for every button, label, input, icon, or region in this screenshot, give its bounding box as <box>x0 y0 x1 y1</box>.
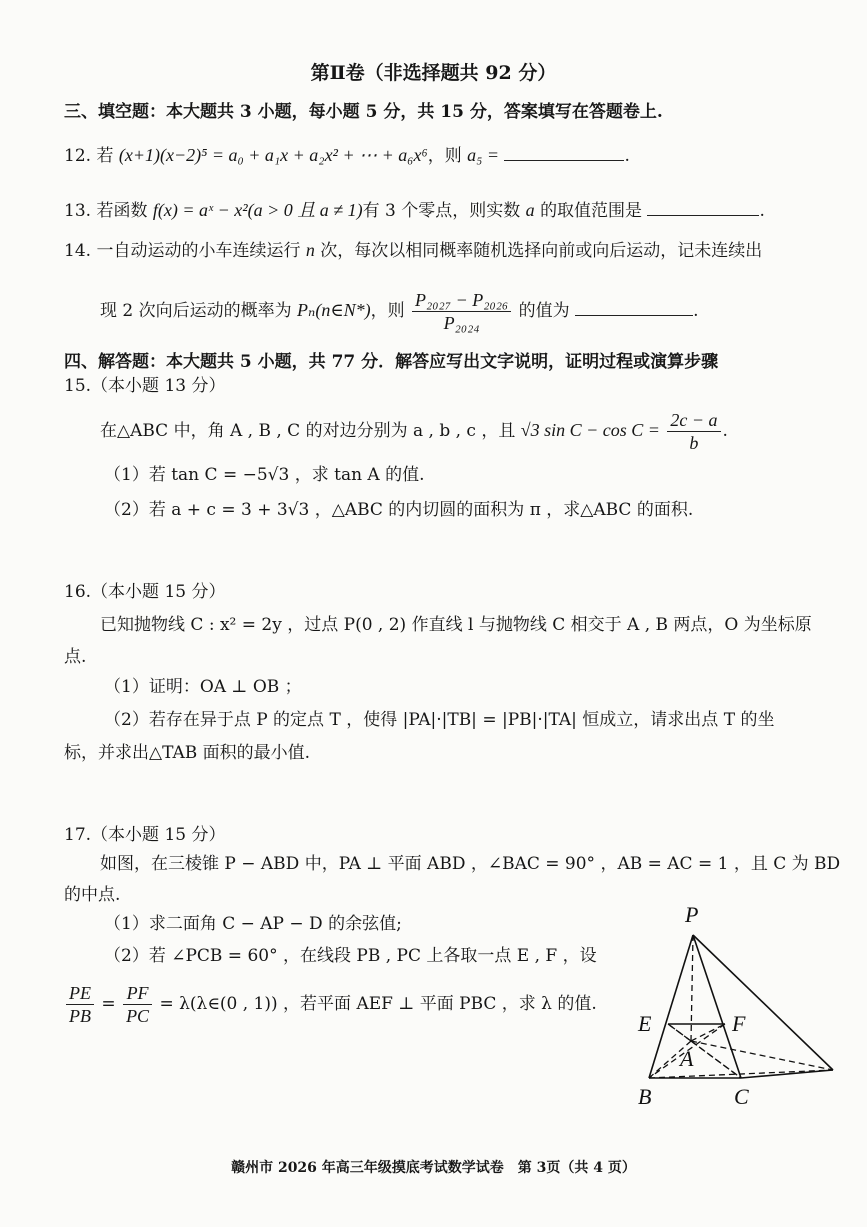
q13-number: 13. <box>64 201 92 221</box>
q12-number: 12. <box>64 146 92 166</box>
q15-fraction <box>667 409 720 454</box>
q13-text-c: 的取值范围是 <box>540 201 643 221</box>
q17-f1-num: PE <box>66 982 94 1005</box>
q15-stem-a: 在△ABC 中，角 A , B , C 的对边分别为 a , b , c ，且 <box>100 421 516 441</box>
question-13 <box>64 197 765 223</box>
q15-stem-end: . <box>722 421 728 441</box>
q12-text-a: 若 <box>96 146 114 166</box>
q17-f1-den: PB <box>69 1006 91 1026</box>
question-14-line-2 <box>100 282 698 338</box>
q13-end: . <box>759 201 765 221</box>
q17-f2-den: PC <box>126 1006 150 1026</box>
dashed-a-d <box>691 1041 833 1070</box>
q15-frac-num: 2c − a <box>667 409 720 432</box>
section-3-heading: 三、填空题：本大题共 3 小题，每小题 5 分，共 15 分，答案填写在答题卷上. <box>64 102 663 122</box>
question-12 <box>64 142 630 168</box>
q14-number: 14. <box>64 241 92 261</box>
section-4-heading: 四、解答题：本大题共 5 小题，共 77 分．解答应写出文字说明，证明过程或演算步骤 <box>64 352 719 372</box>
edge-p-d <box>693 935 833 1070</box>
q16-part-1: （1）证明：OA ⊥ OB ； <box>104 677 302 697</box>
q13-text-a: 若函数 <box>96 201 148 221</box>
q12-expression: (x+1)(x−2)⁵ = a₀ + a₁x + a₂x² + ⋯ + a₆x⁶ <box>118 145 428 165</box>
q17-part-2-line-1: （2）若 ∠PCB = 60° ，在线段 PB , PC 上各取一点 E , F ，设 <box>104 946 597 966</box>
q17-eq: = <box>101 994 116 1014</box>
q13-answer-blank[interactable] <box>647 197 759 216</box>
q14-line1b: 次，每次以相同概率随机选择向前或向后运动，记未连续出 <box>320 241 763 261</box>
label-b: B <box>638 1084 652 1109</box>
q15-header: 15.（本小题 13 分） <box>64 376 226 396</box>
q17-header: 17.（本小题 15 分） <box>64 825 226 845</box>
q12-target: a₅ = <box>467 145 500 165</box>
q14-n: n <box>305 240 315 260</box>
q16-stem-line-1: 已知抛物线 C : x² = 2y ，过点 P(0 , 2) 作直线 l 与抛物线 C 相交于 A , B 两点，O 为坐标原 <box>100 615 812 635</box>
q17-part-1: （1）求二面角 C − AP − D 的余弦值; <box>104 914 402 934</box>
q17-stem-line-1: 如图，在三棱锥 P − ABD 中，PA ⊥ 平面 ABD ，∠BAC = 90° ，AB = AC = 1 ，且 C 为 BD <box>100 854 841 874</box>
q14-fraction <box>412 289 511 334</box>
edge-p-c <box>693 935 741 1078</box>
dashed-p-a <box>691 935 693 1041</box>
q12-end: . <box>624 146 630 166</box>
q15-stem <box>100 402 728 458</box>
q15-frac-den: b <box>689 433 699 453</box>
q14-line2c: 的值为 <box>518 301 570 321</box>
label-c: C <box>734 1084 749 1109</box>
q15-part-2: （2）若 a + c = 3 + 3√3 ，△ABC 的内切圆的面积为 π ，求△ABC 的面积. <box>104 500 694 520</box>
label-e: E <box>638 1011 652 1036</box>
label-f: F <box>732 1011 746 1036</box>
page-title: 第Ⅱ卷（非选择题共 92 分） <box>310 62 557 84</box>
q14-line2b: ，则 <box>370 301 405 321</box>
page-footer: 赣州市 2026 年高三年级摸底考试数学试卷 第 3页（共 4 页） <box>231 1160 636 1176</box>
q16-header: 16.（本小题 15 分） <box>64 582 226 602</box>
q15-stem-expr: √3 sin C − cos C = <box>520 420 660 440</box>
tetrahedron-figure <box>630 898 850 1113</box>
question-14-line-1 <box>64 238 762 263</box>
q16-part-2-line-2: 标，并求出△TAB 面积的最小值. <box>64 743 311 763</box>
q17-fraction-pf-pc <box>123 982 152 1027</box>
label-p: P <box>685 902 699 927</box>
q14-answer-blank[interactable] <box>575 297 693 316</box>
q12-answer-blank[interactable] <box>504 142 624 161</box>
q14-frac-num: P₂₀₂₇ − P₂₀₂₆ <box>412 289 511 312</box>
q14-end: . <box>693 301 699 321</box>
q17-stem-line-2: 的中点. <box>64 885 121 905</box>
q17-fraction-pe-pb <box>66 982 94 1027</box>
q16-part-2-line-1: （2）若存在异于点 P 的定点 T ，使得 |PA|·|TB| = |PB|·|TA| 恒成立，请求出点 T 的坐 <box>104 710 775 730</box>
q14-pn: Pₙ(n∈N*) <box>297 300 371 320</box>
dashed-a-f <box>691 1024 725 1041</box>
q14-line2a: 现 2 次向后运动的概率为 <box>100 301 292 321</box>
q13-expression: f(x) = aˣ − x²(a > 0 且 a ≠ 1) <box>152 200 363 220</box>
q13-text-b: 有 3 个零点，则实数 <box>362 201 521 221</box>
q17-f2-num: PF <box>123 982 152 1005</box>
q17-part-2-rest: = λ(λ∈(0 , 1)) ，若平面 AEF ⊥ 平面 PBC ，求 λ 的值. <box>159 994 597 1014</box>
q14-line1: 一自动运动的小车连续运行 <box>96 241 301 261</box>
q16-stem-line-2: 点. <box>64 647 87 667</box>
q12-text-b: ，则 <box>427 146 462 166</box>
label-a: A <box>680 1046 694 1071</box>
q13-var: a <box>525 200 535 220</box>
q17-part-2-line-2 <box>64 976 597 1032</box>
q15-part-1: （1）若 tan C = −5√3 ，求 tan A 的值. <box>104 465 425 485</box>
q14-frac-den: P₂₀₂₄ <box>443 313 480 333</box>
